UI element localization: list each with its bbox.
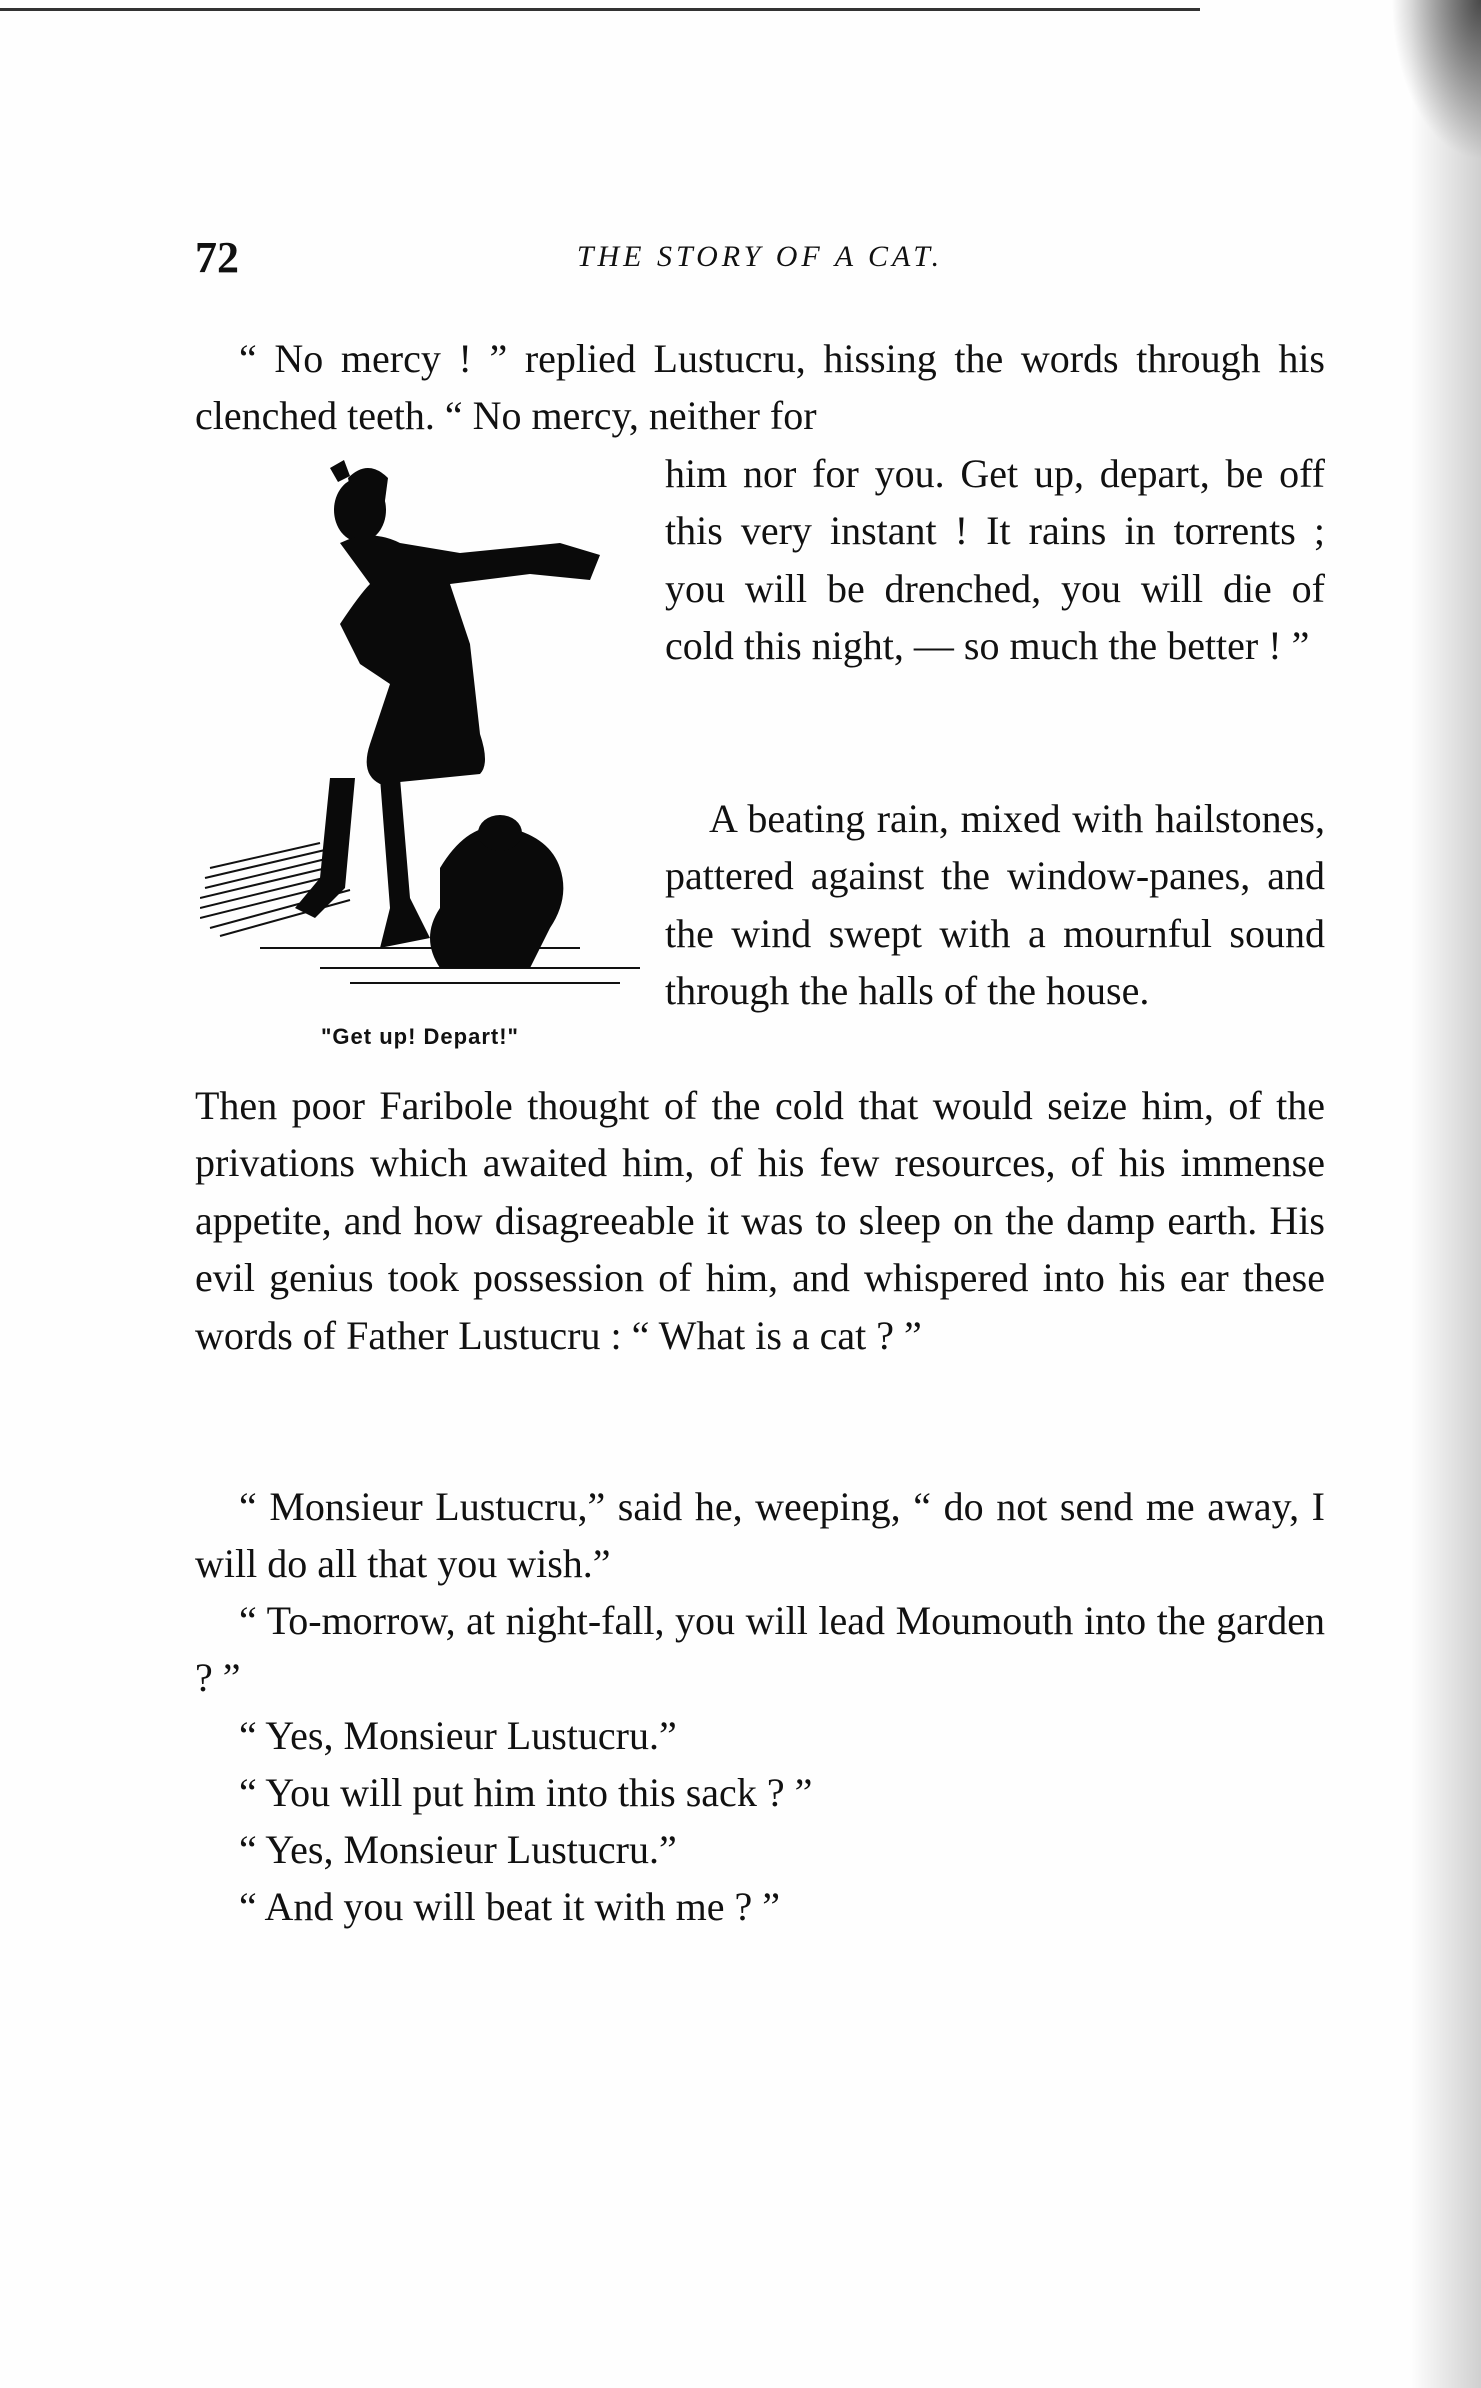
paragraph-plea: “ Monsieur Lustucru,” said he, weeping, “ do not send me away, I will do all that you wish.” (195, 1484, 1325, 1587)
corner-smudge (1391, 0, 1481, 160)
dialogue-line: “ And you will beat it with me ? ” (239, 1884, 780, 1929)
dialogue-line: “ Yes, Monsieur Lustucru.” (239, 1827, 677, 1872)
kneeling-figure-silhouette (430, 815, 563, 968)
page-header (195, 232, 1325, 292)
page-number: 72 (195, 233, 239, 282)
figure-caption: "Get up! Depart!" (321, 1024, 519, 1049)
page-gutter-shadow (1411, 0, 1481, 2388)
paragraph-side-2: A beating rain, mixed with hailstones, pattered against the window-panes, and the wind swept with a mournful sound through the halls of the house. (665, 796, 1325, 1014)
ground-hatching-icon (200, 843, 640, 983)
paragraph-side-1: him nor for you. Get up, depart, be off this very instant ! It rains in torrents ; you will be drenched, you will die of cold this night, — so much the better ! ” (665, 451, 1325, 669)
running-title: THE STORY OF A CAT. (576, 240, 944, 273)
dialogue-line: “ Yes, Monsieur Lustucru.” (239, 1713, 677, 1758)
paragraph-question: “ To-morrow, at night-fall, you will lead Moumouth into the garden ? ” (195, 1598, 1325, 1701)
dialogue-line: “ You will put him into this sack ? ” (239, 1770, 813, 1815)
silhouette-illustration (200, 448, 650, 1048)
paragraph-main: Then poor Faribole thought of the cold that would seize him, of the privations which awaited him, of his few resources, of his immense appetite, and how disagreeable it was to sleep on the damp earth. His evil genius took possession of him, and whispered into his ear these words of Father Lustucru : “ What is a cat ? ” (195, 1083, 1325, 1358)
top-rule (0, 8, 1200, 11)
paragraph-top: “ No mercy ! ” replied Lustucru, hissing the words through his clenched teeth. “ No mercy, neither for (195, 336, 1325, 439)
